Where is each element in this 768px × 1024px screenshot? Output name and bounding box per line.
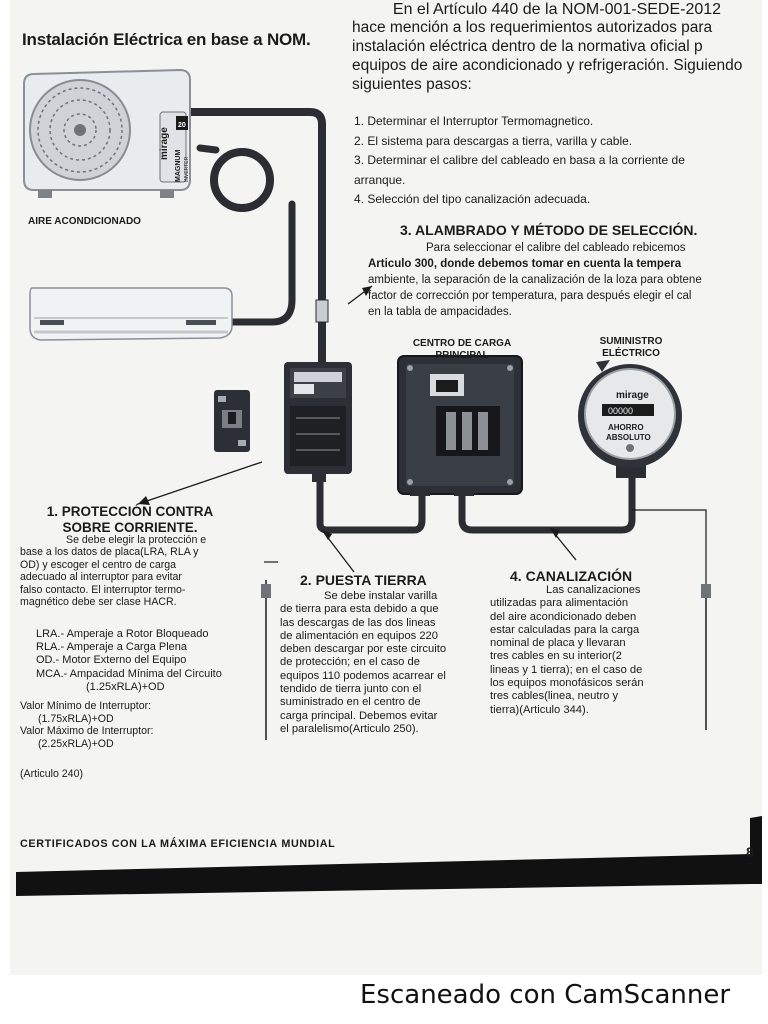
section-2-line: suministrado en el centro de: [280, 696, 421, 709]
page-title: Instalación Eléctrica en base a NOM.: [22, 30, 311, 49]
intro-paragraph: [352, 1, 762, 94]
section-4-line: Las canalizaciones: [546, 584, 641, 596]
unit-model-label: MAGNUM: [175, 149, 182, 182]
section-1-title-line: 1. PROTECCIÓN CONTRA: [46, 504, 214, 519]
section-2-line: carga principal. Debemos evitar: [280, 709, 438, 722]
articulo-240: (Articulo 240): [20, 768, 83, 780]
section-1-line: magnético debe ser clase HACR.: [20, 596, 177, 609]
section-4-line: nominal de placa y llevaran: [490, 637, 626, 650]
val-min: (1.75xRLA)+OD: [38, 712, 114, 725]
section-2-body: [280, 590, 472, 736]
intro-line: equipos de aire acondicionado y refrigeración. Siguiendo: [352, 57, 743, 74]
definition-item: MCA.- Ampacidad Mínima del Circuito: [36, 667, 222, 680]
electric-meter: [578, 360, 682, 478]
footer-slogan: [20, 838, 335, 850]
intro-line: hace mención a los requerimientos autorizados para: [352, 19, 713, 36]
disconnect-box: [284, 362, 352, 482]
definition-item: OD.- Motor Externo del Equipo: [36, 654, 187, 667]
conduit-indoor-unit: [232, 204, 292, 322]
section-3-line: ambiente, la separación de la canalización de la loza para obtene: [368, 274, 702, 286]
section-1-body: [20, 534, 258, 608]
step-item: 4. Selección del tipo canalización adecuada.: [354, 192, 591, 206]
label-centro-carga: [402, 338, 522, 362]
unit-model-badge: 20: [178, 122, 186, 129]
intro-cut-line: En el Artículo 440 de la NOM-001-SEDE-2012: [392, 1, 722, 18]
outdoor-unit: [24, 70, 190, 198]
section-2-line: tendido de tierra junto con el: [280, 683, 422, 696]
label-centro-line: PRINCIPAL: [435, 350, 489, 361]
meter-label-1: AHORRO: [608, 423, 644, 432]
section-2-line: el paralelismo(Articulo 250).: [280, 722, 419, 735]
intro-line: siguientes pasos:: [352, 76, 472, 93]
unit-model-sub: INVERTER: [184, 156, 190, 182]
val-min-label: Valor Mínimo de Interruptor:: [20, 700, 152, 712]
footer-band: [16, 854, 752, 896]
section-3-title: 3. ALAMBRADO Y MÉTODO DE SELECCIÓN.: [400, 222, 698, 238]
section-3-line: en la tabla de ampacidades.: [368, 306, 512, 318]
section-1-title-line: SOBRE CORRIENTE.: [62, 520, 198, 535]
definition-item: LRA.- Amperaje a Rotor Bloqueado: [36, 628, 209, 640]
footer-suffix: MUNDIAL: [277, 838, 336, 850]
definition-item: RLA.- Amperaje a Carga Plena: [36, 641, 188, 654]
step-item: 1. Determinar el Interruptor Termomagnetico.: [354, 114, 594, 128]
section-2-line: de tierra para esta debido a que: [280, 603, 439, 616]
section-2-line: de alimentación en equipos 220: [280, 629, 438, 642]
label-aire-acondicionado: AIRE ACONDICIONADO: [28, 216, 141, 227]
section-1-line: Se debe elegir la protección e: [66, 534, 207, 546]
steps-list: [354, 112, 754, 210]
intro-line: instalación eléctrica dentro de la normativa oficial p: [352, 38, 703, 55]
section-4-line: del aire acondicionado deben: [490, 610, 637, 623]
step-item: 3. Determinar el calibre del cableado en basa a la corriente de: [354, 153, 685, 167]
conduit-coil: [214, 152, 270, 208]
step-item: arranque.: [354, 172, 406, 187]
load-center-box: [398, 356, 522, 496]
val-max: (2.25xRLA)+OD: [38, 737, 114, 750]
definitions-list: [36, 628, 266, 694]
unit-brand-logo: mirage: [159, 127, 170, 160]
definition-formula: (1.25xRLA)+OD: [86, 680, 165, 693]
label-suministro: [576, 336, 686, 360]
section-4-body: [490, 584, 676, 717]
section-4-line: lineas y 1 tierra); en el caso de: [490, 663, 643, 676]
section-4-title: 4. CANALIZACIÓN: [510, 568, 633, 584]
section-1-title: [30, 504, 230, 536]
footer-strong: MÁXIMA EFICIENCIA: [159, 838, 278, 850]
section-1-line: falso contacto. El interruptor termo-: [20, 583, 186, 596]
conduit-coil-loop: [200, 148, 216, 150]
section-4-line: tres cables(linea, neutro y: [490, 690, 619, 703]
footer-prefix: CERTIFICADOS CON LA: [20, 838, 160, 850]
scanned-page: [10, 0, 762, 975]
section-4-line: los equipos monofásicos serán: [490, 677, 644, 690]
camscanner-watermark: Escaneado con CamScanner: [360, 980, 731, 1010]
section-2-title: 2. PUESTA TIERRA: [300, 572, 427, 588]
page-number: 8: [746, 844, 754, 860]
breaker-device: [214, 390, 250, 452]
label-centro-line: CENTRO DE CARGA: [412, 338, 512, 349]
section-3-line: factor de corrección por temperatura, para después elegir el cal: [368, 290, 692, 302]
label-suministro-line: SUMINISTRO: [599, 336, 663, 347]
section-4-line: utilizadas para alimentación: [490, 597, 629, 610]
section-3-line: Articulo 300, donde debemos tomar en cuenta la tempera: [368, 258, 682, 270]
step-item: 2. El sistema para descargas a tierra, varilla y cable.: [354, 133, 633, 148]
meter-display: 00000: [608, 406, 634, 416]
section-2-line: deben descargar por este circuito: [280, 643, 447, 656]
indoor-unit: [30, 288, 232, 340]
meter-label-2: ABSOLUTO: [606, 433, 651, 442]
val-max-label: Valor Máximo de Interruptor:: [20, 725, 154, 738]
section-1-line: OD) y escoger el centro de carga: [20, 558, 177, 571]
section-3-line: Para seleccionar el calibre del cableado rebicemos: [426, 242, 686, 254]
section-2-line: Se debe instalar varilla: [324, 590, 438, 602]
section-3-body: [368, 240, 758, 320]
label-suministro-line: ELÉCTRICO: [602, 348, 660, 359]
breaker-values: [20, 700, 250, 750]
section-4-line: estar calculadas para la carga: [490, 623, 640, 636]
section-2-line: las descargas de las dos lineas: [280, 616, 436, 629]
conduit-connector: [316, 300, 328, 322]
section-4-line: tres cables en su interior(2: [490, 650, 622, 663]
section-2-line: equipos 110 podemos acarrear el: [280, 669, 446, 682]
section-2-line: de protección; en el caso de: [280, 656, 420, 669]
section-1-line: base a los datos de placa(LRA, RLA y: [20, 546, 199, 559]
section-4-line: tierra)(Articulo 344).: [490, 703, 589, 716]
section-1-line: adecuado al interruptor para evitar: [20, 571, 182, 584]
meter-brand-logo: mirage: [616, 390, 649, 401]
